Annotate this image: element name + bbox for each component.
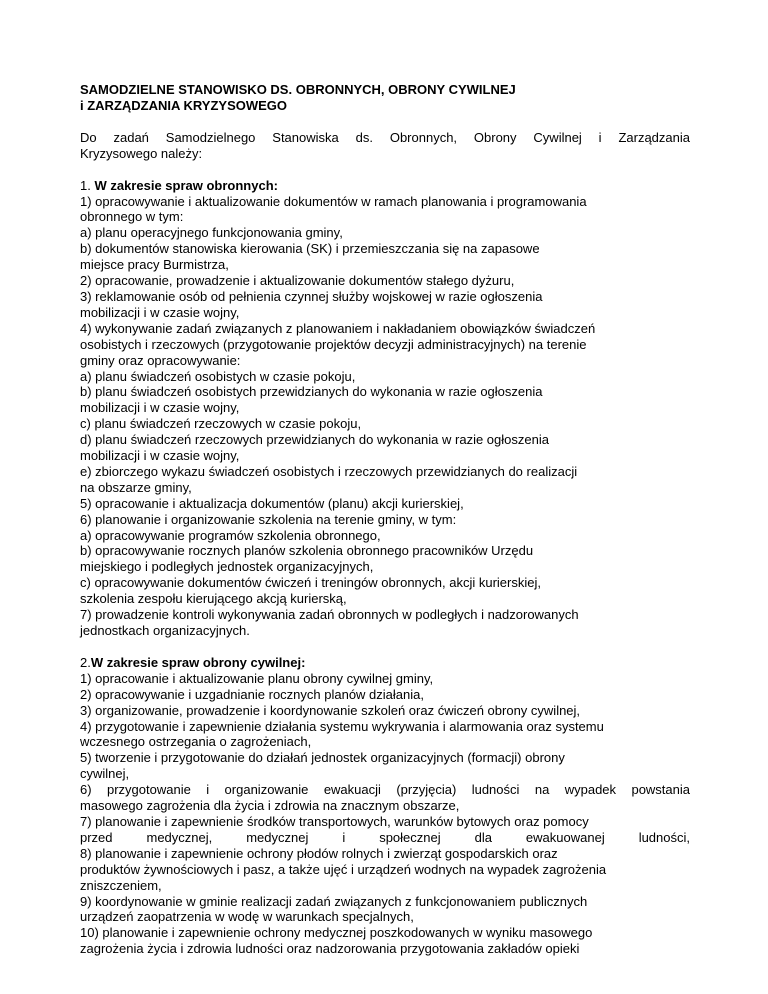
body-line: gminy oraz opracowywanie: — [80, 352, 241, 368]
body-line: 5) opracowanie i aktualizacja dokumentów (planu) akcji kurierskiej, — [80, 495, 464, 511]
body-line: 10) planowanie i zapewnienie ochrony medycznej poszkodowanych w wyniku masowego — [80, 925, 593, 941]
section-civil-defense — [80, 655, 690, 957]
body-line: zagrożenia życia i zdrowia ludności oraz nadzorowania przygotowania zakładów opieki — [80, 941, 580, 957]
section-title — [80, 655, 690, 671]
body-line: a) opracowywanie programów szkolenia obronnego, — [80, 527, 381, 543]
intro-line: Kryzysowego należy: — [80, 145, 203, 161]
document-page — [80, 82, 690, 957]
body-line: b) dokumentów stanowiska kierowania (SK) i przemieszczania się na zapasowe — [80, 241, 540, 257]
body-line: 1) opracowywanie i aktualizowanie dokumentów w ramach planowania i programowania — [80, 193, 587, 209]
body-line: a) planu operacyjnego funkcjonowania gminy, — [80, 225, 343, 241]
section-title — [80, 178, 690, 194]
section-title-text: W zakresie spraw obrony cywilnej: — [90, 654, 306, 670]
body-line: 3) organizowanie, prowadzenie i koordynowanie szkoleń oraz ćwiczeń obrony cywilnej, — [80, 702, 581, 718]
body-line: na obszarze gminy, — [80, 479, 192, 495]
body-line: mobilizacji i w czasie wojny, — [80, 400, 240, 416]
document-heading — [80, 82, 690, 114]
section-number: 2. — [80, 654, 91, 670]
body-line: miejsce pracy Burmistrza, — [80, 257, 229, 273]
body-line: 8) planowanie i zapewnienie ochrony płodów rolnych i zwierząt gospodarskich oraz — [80, 845, 558, 861]
body-line: szkolenia zespołu kierującego akcją kurierską, — [80, 591, 347, 607]
heading-line: i ZARZĄDZANIA KRYZYSOWEGO — [80, 97, 288, 113]
body-line: 4) wykonywanie zadań związanych z planowaniem i nakładaniem obowiązków świadczeń — [80, 320, 596, 336]
section-title-text: W zakresie spraw obronnych: — [94, 177, 278, 193]
body-line: 6) planowanie i organizowanie szkolenia na terenie gminy, w tym: — [80, 511, 457, 527]
body-line: 3) reklamowanie osób od pełnienia czynnej służby wojskowej w razie ogłoszenia — [80, 288, 543, 304]
body-line: c) opracowywanie dokumentów ćwiczeń i treningów obronnych, akcji kurierskiej, — [80, 575, 541, 591]
body-line: 5) tworzenie i przygotowanie do działań jednostek organizacyjnych (formacji) obrony — [80, 750, 565, 766]
section-defense — [80, 178, 690, 639]
body-line: 7) prowadzenie kontroli wykonywania zadań obronnych w podległych i nadzorowanych — [80, 607, 579, 623]
body-line: produktów żywnościowych i pasz, a także ujęć i urządzeń wodnych na wypadek zagrożenia — [80, 861, 607, 877]
body-line: b) opracowywanie rocznych planów szkolenia obronnego pracowników Urzędu — [80, 543, 534, 559]
body-line: 2) opracowanie, prowadzenie i aktualizowanie dokumentów stałego dyżuru, — [80, 273, 515, 289]
intro-line: Do zadań Samodzielnego Stanowiska ds. Obronnych, Obrony Cywilnej i Zarządzania — [80, 129, 690, 145]
heading-line: SAMODZIELNE STANOWISKO DS. OBRONNYCH, OBRONY CYWILNEJ — [80, 82, 516, 97]
body-line: masowego zagrożenia dla życia i zdrowia na znacznym obszarze, — [80, 798, 460, 814]
body-line: wczesnego ostrzegania o zagrożeniach, — [80, 734, 312, 750]
section-number: 1. — [80, 177, 95, 193]
body-line: przed medycznej, medycznej i społecznej dla ewakuowanej ludności, — [80, 829, 690, 845]
body-line: zniszczeniem, — [80, 877, 162, 893]
body-line: 2) opracowywanie i uzgadnianie rocznych planów działania, — [80, 686, 424, 702]
body-line: osobistych i rzeczowych (przygotowanie projektów decyzji administracyjnych) na terenie — [80, 336, 587, 352]
section-body — [80, 194, 690, 639]
body-line: d) planu świadczeń rzeczowych przewidzianych do wykonania w razie ogłoszenia — [80, 432, 549, 448]
body-line: cywilnej, — [80, 766, 130, 782]
body-line: a) planu świadczeń osobistych w czasie pokoju, — [80, 368, 356, 384]
body-line: 6) przygotowanie i organizowanie ewakuacji (przyjęcia) ludności na wypadek powstania — [80, 782, 690, 798]
body-line: b) planu świadczeń osobistych przewidzianych do wykonania w razie ogłoszenia — [80, 384, 543, 400]
body-line: urządzeń zaopatrzenia w wodę w warunkach specjalnych, — [80, 909, 414, 925]
body-line: mobilizacji i w czasie wojny, — [80, 304, 240, 320]
body-line: obronnego w tym: — [80, 209, 184, 225]
body-line: jednostkach organizacyjnych. — [80, 623, 250, 638]
section-body — [80, 671, 690, 957]
body-line: mobilizacji i w czasie wojny, — [80, 448, 240, 464]
body-line: c) planu świadczeń rzeczowych w czasie pokoju, — [80, 416, 362, 432]
body-line: 4) przygotowanie i zapewnienie działania systemu wykrywania i alarmowania oraz systemu — [80, 718, 604, 734]
body-line: miejskiego i podległych jednostek organizacyjnych, — [80, 559, 374, 575]
intro-paragraph — [80, 130, 690, 162]
body-line: e) zbiorczego wykazu świadczeń osobistych i rzeczowych przewidzianych do realizacji — [80, 463, 578, 479]
body-line: 7) planowanie i zapewnienie środków transportowych, warunków bytowych oraz pomocy — [80, 813, 589, 829]
body-line: 9) koordynowanie w gminie realizacji zadań związanych z funkcjonowaniem publicznych — [80, 893, 588, 909]
body-line: 1) opracowanie i aktualizowanie planu obrony cywilnej gminy, — [80, 670, 434, 686]
